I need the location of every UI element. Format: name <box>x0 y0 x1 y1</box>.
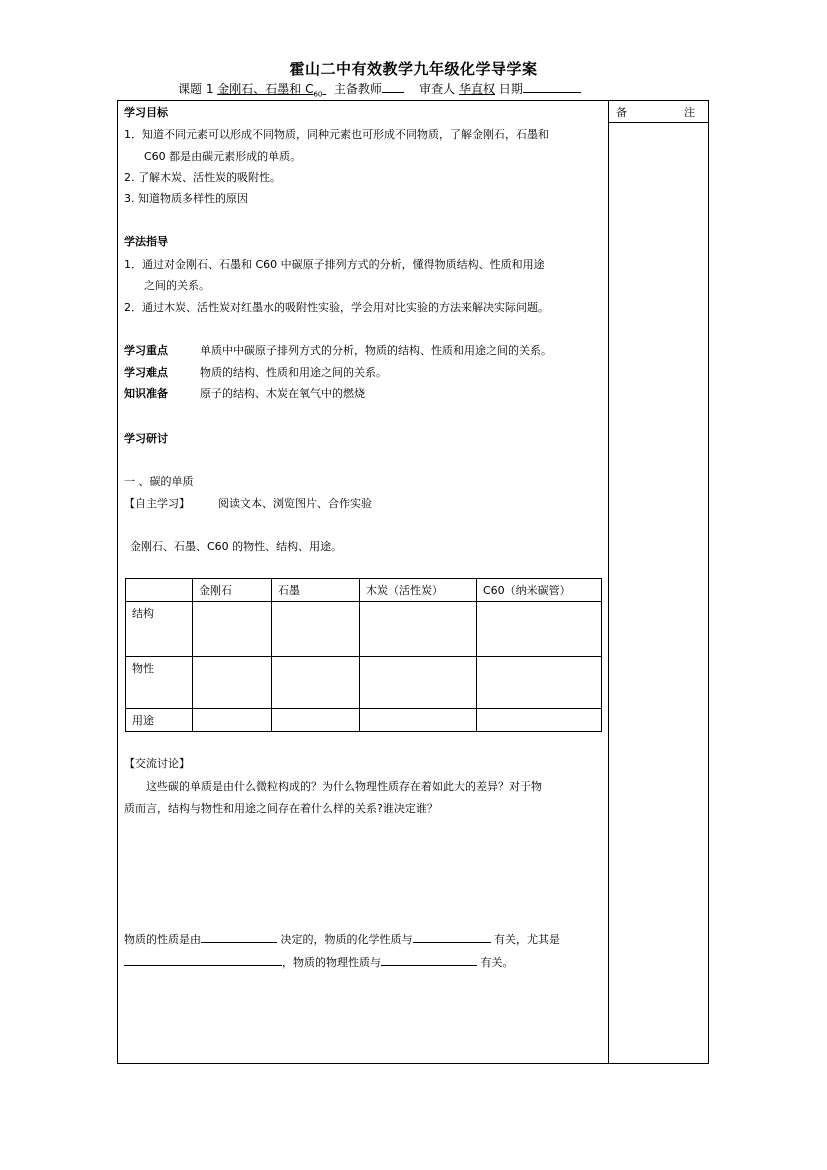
task-text: 金刚石、石墨、C60 的物性、结构、用途。 <box>130 540 343 553</box>
table-cell[interactable] <box>272 709 360 732</box>
prep-label: 知识准备 <box>124 387 168 400</box>
table-cell[interactable] <box>360 709 477 732</box>
row-label: 用途 <box>126 709 193 732</box>
table-cell[interactable] <box>477 602 602 657</box>
date-blank[interactable] <box>523 80 581 93</box>
method-item-2: 2．通过木炭、活性炭对红墨水的吸附性实验，学会用对比实验的方法来解决实际问题。 <box>124 301 549 314</box>
note-header-line <box>608 122 709 123</box>
discussion-line-1: 这些碳的单质是由什么微粒构成的？为什么物理性质存在着如此大的差异？对于物 <box>146 780 542 793</box>
fill-blank[interactable] <box>201 930 277 943</box>
fill-blank[interactable] <box>413 930 491 943</box>
table-cell[interactable] <box>360 602 477 657</box>
table-header-cell: 木炭（活性炭） <box>360 579 477 602</box>
section-title: 一 、碳的单质 <box>124 475 194 488</box>
fill-line-2 <box>124 953 514 970</box>
properties-table <box>125 578 602 732</box>
table-cell[interactable] <box>193 657 272 709</box>
reviewer-name: 华直权 <box>458 82 495 96</box>
fill-blank[interactable] <box>124 953 282 966</box>
row-label: 结构 <box>126 602 193 657</box>
reviewer-label: 审查人 <box>419 82 456 96</box>
method-item-1-cont: 之间的关系。 <box>144 279 210 292</box>
page-title: 霍山二中有效教学九年级化学导学案 <box>289 60 538 78</box>
key-point-text: 单质中中碳原子排列方式的分析，物质的结构、性质和用途之间的关系。 <box>200 344 552 357</box>
table-cell[interactable] <box>272 602 360 657</box>
table-cell[interactable] <box>477 709 602 732</box>
fill-line-1 <box>124 930 560 947</box>
table-cell[interactable] <box>360 657 477 709</box>
lesson-name: 金刚石、石墨和 $C_{60}$ <box>217 82 323 99</box>
discussion-label: 【交流讨论】 <box>124 757 190 770</box>
table-header-cell: 石墨 <box>272 579 360 602</box>
fill-text: 有关。 <box>480 956 514 969</box>
discussion-line-2: 质而言，结构与物性和用途之间存在着什么样的关系?谁决定谁？ <box>124 802 438 815</box>
fill-text: 物质的性质是由 <box>124 933 201 946</box>
preparer-label: 主备教师 <box>333 82 382 96</box>
difficulty-text: 物质的结构、性质和用途之间的关系。 <box>200 366 387 379</box>
self-study-text: 阅读文本、浏览图片、合作实验 <box>218 497 372 510</box>
fill-text: 有关，尤其是 <box>494 933 560 946</box>
fill-blank[interactable] <box>381 953 477 966</box>
table-cell[interactable] <box>193 602 272 657</box>
table-header-row <box>126 579 602 602</box>
table-header-cell: 金刚石 <box>193 579 272 602</box>
goal-item-1: 1．知道不同元素可以形成不同物质，同种元素也可形成不同物质，了解金刚石，石墨和 <box>124 128 549 141</box>
goal-item-1-cont: C60 都是由碳元素形成的单质。 <box>144 150 302 163</box>
goal-item-3: 3. 知道物质多样性的原因 <box>124 192 248 205</box>
fill-text: 决定的，物质的化学性质与 <box>280 933 413 946</box>
preparer-blank[interactable] <box>382 80 404 93</box>
table-row <box>126 657 602 709</box>
row-label: 物性 <box>126 657 193 709</box>
note-label-b: 注 <box>684 106 695 119</box>
method-item-1: 1．通过对金刚石、石墨和 C60 中碳原子排列方式的分析，懂得物质结构、性质和用途 <box>124 258 545 271</box>
table-cell[interactable] <box>477 657 602 709</box>
date-label: 日期 <box>498 82 523 96</box>
difficulty-label: 学习难点 <box>124 366 168 379</box>
self-study-label: 【自主学习】 <box>124 497 190 510</box>
table-cell[interactable] <box>193 709 272 732</box>
goals-heading: 学习目标 <box>124 106 168 119</box>
table-cell[interactable] <box>272 657 360 709</box>
lesson-header <box>178 80 581 98</box>
key-point-label: 学习重点 <box>124 344 168 357</box>
table-row <box>126 602 602 657</box>
study-heading: 学习研讨 <box>124 432 168 445</box>
methods-heading: 学法指导 <box>124 235 168 248</box>
column-divider <box>608 100 609 1064</box>
prep-text: 原子的结构、木炭在氧气中的燃烧 <box>200 387 365 400</box>
table-row <box>126 709 602 732</box>
table-header-cell: C60（纳米碳管） <box>477 579 602 602</box>
lesson-prefix: 课题 1 <box>178 82 218 96</box>
note-label-a: 备 <box>616 106 627 119</box>
fill-text: ，物质的物理性质与 <box>282 956 381 969</box>
table-header-cell <box>126 579 193 602</box>
goal-item-2: 2. 了解木炭、活性炭的吸附性。 <box>124 171 281 184</box>
lesson-subscript: 60 <box>313 90 323 99</box>
